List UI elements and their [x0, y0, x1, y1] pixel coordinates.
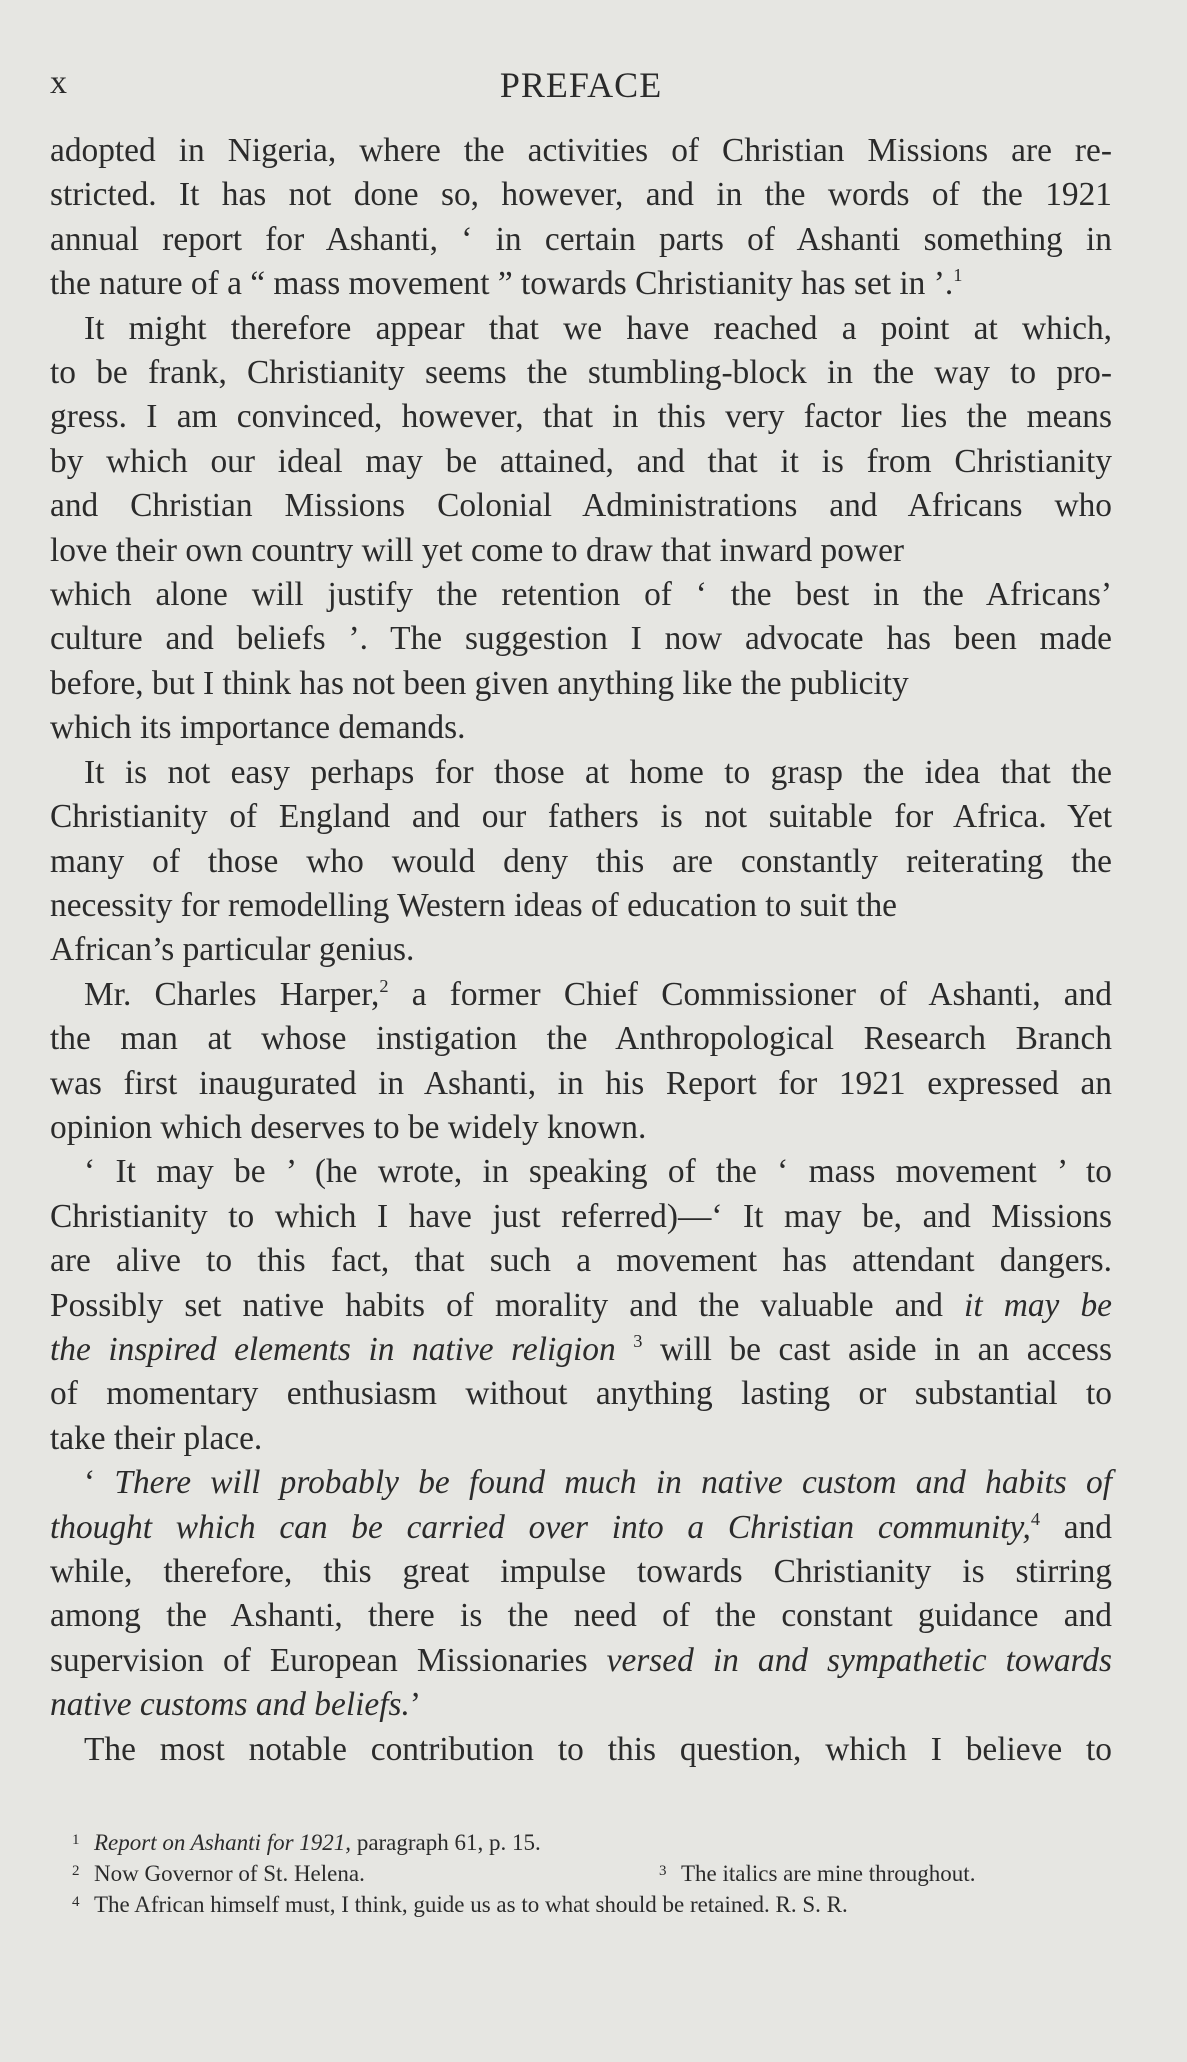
text-line: which alone will justify the retention of ‘ the best in the Africans’	[50, 576, 1112, 614]
footnote-ref: 3	[633, 1331, 643, 1352]
text-line: love their own country will yet come to draw that inward power	[50, 531, 905, 569]
text-line: was first inaugurated in Ashanti, in his Report for 1921 expressed an	[50, 1064, 1112, 1102]
text-line: culture and beliefs ’. The suggestion I now advocate has been made	[50, 620, 1112, 658]
text-line: the inspired elements in native religion $^3$ will be cast aside in an access	[50, 1330, 1113, 1368]
text-line: stricted. It has not done so, however, and in the words of the 1921	[50, 176, 1112, 214]
text-line: by which our ideal may be attained, and that it is from Christianity	[50, 442, 1112, 480]
text-line: and Christian Missions Colonial Administrations and Africans who	[50, 487, 1112, 525]
footnote-1: 1 Report on Ashanti for 1921, paragraph 61, p. 15.	[72, 1830, 541, 1855]
text-line: opinion which deserves to be widely known.	[50, 1108, 647, 1146]
text-line: are alive to this fact, that such a movement has attendant dangers.	[50, 1242, 1112, 1280]
text-line: the nature of a “ mass movement ” towards Christianity has set in ’.$^1$	[50, 265, 963, 303]
footnote-3: 3 The italics are mine throughout.	[659, 1861, 976, 1886]
text-line: Christianity to which I have just referred)—‘ It may be, and Missions	[50, 1197, 1112, 1235]
text-line: native customs and beliefs.’	[50, 1686, 421, 1724]
footnote-ref: 4	[1030, 1508, 1041, 1529]
text-line: to be frank, Christianity seems the stumbling-block in the way to pro-	[50, 354, 1112, 392]
text-line: gress. I am convinced, however, that in this very factor lies the means	[50, 398, 1112, 436]
text-line: which its importance demands.	[50, 709, 466, 747]
footnote-ref: 2	[379, 975, 389, 996]
text-line: African’s particular genius.	[50, 931, 415, 969]
footnote-4: 4 The African himself must, I think, guide us as to what should be retained. R. S. R.	[72, 1892, 848, 1917]
footnote-ref: 1	[953, 265, 963, 286]
text-line: Christianity of England and our fathers is not suitable for Africa. Yet	[50, 798, 1112, 836]
text-line: many of those who would deny this are constantly reiterating the	[50, 842, 1112, 880]
text-line: It might therefore appear that we have reached a point at which,	[84, 309, 1112, 347]
text-line: The most notable contribution to this question, which I believe to	[84, 1730, 1112, 1768]
text-line: It is not easy perhaps for those at home to grasp the idea that the	[84, 753, 1112, 791]
text-line: Possibly set native habits of morality and the valuable and it may be	[50, 1286, 1112, 1324]
text-line: supervision of European Missionaries versed in and sympathetic towards	[50, 1641, 1112, 1679]
page-number: x	[50, 64, 68, 101]
text-line: the man at whose instigation the Anthropological Research Branch	[50, 1020, 1112, 1058]
text-line: while, therefore, this great impulse towards Christianity is stirring	[50, 1553, 1112, 1590]
text-line: Mr. Charles Harper,$^2$ a former Chief Commissioner of Ashanti, and	[84, 975, 1112, 1013]
text-line: before, but I think has not been given anything like the publicity	[50, 664, 909, 702]
footnotes	[50, 1825, 1112, 1918]
footnote-2-3: 2 Now Governor of St. Helena. 3 The italics are mine throughout.	[50, 1856, 1112, 1887]
text-line: annual report for Ashanti, ‘ in certain parts of Ashanti something in	[50, 220, 1112, 258]
text-line: of momentary enthusiasm without anything lasting or substantial to	[50, 1375, 1112, 1413]
page-header	[50, 64, 1112, 114]
body-text	[50, 129, 1112, 1772]
running-head: PREFACE	[499, 65, 663, 105]
text-line: necessity for remodelling Western ideas of education to suit the	[50, 886, 897, 924]
text-line: ‘ It may be ’ (he wrote, in speaking of the ‘ mass movement ’ to	[84, 1153, 1112, 1191]
text-line: thought which can be carried over into a Christian community,$^4$ and	[50, 1508, 1113, 1546]
text-line: adopted in Nigeria, where the activities of Christian Missions are re-	[50, 132, 1112, 169]
text-line: take their place.	[50, 1419, 263, 1457]
text-line: ‘ There will probably be found much in native custom and habits of	[84, 1464, 1112, 1502]
text-line: among the Ashanti, there is the need of the constant guidance and	[50, 1597, 1112, 1635]
